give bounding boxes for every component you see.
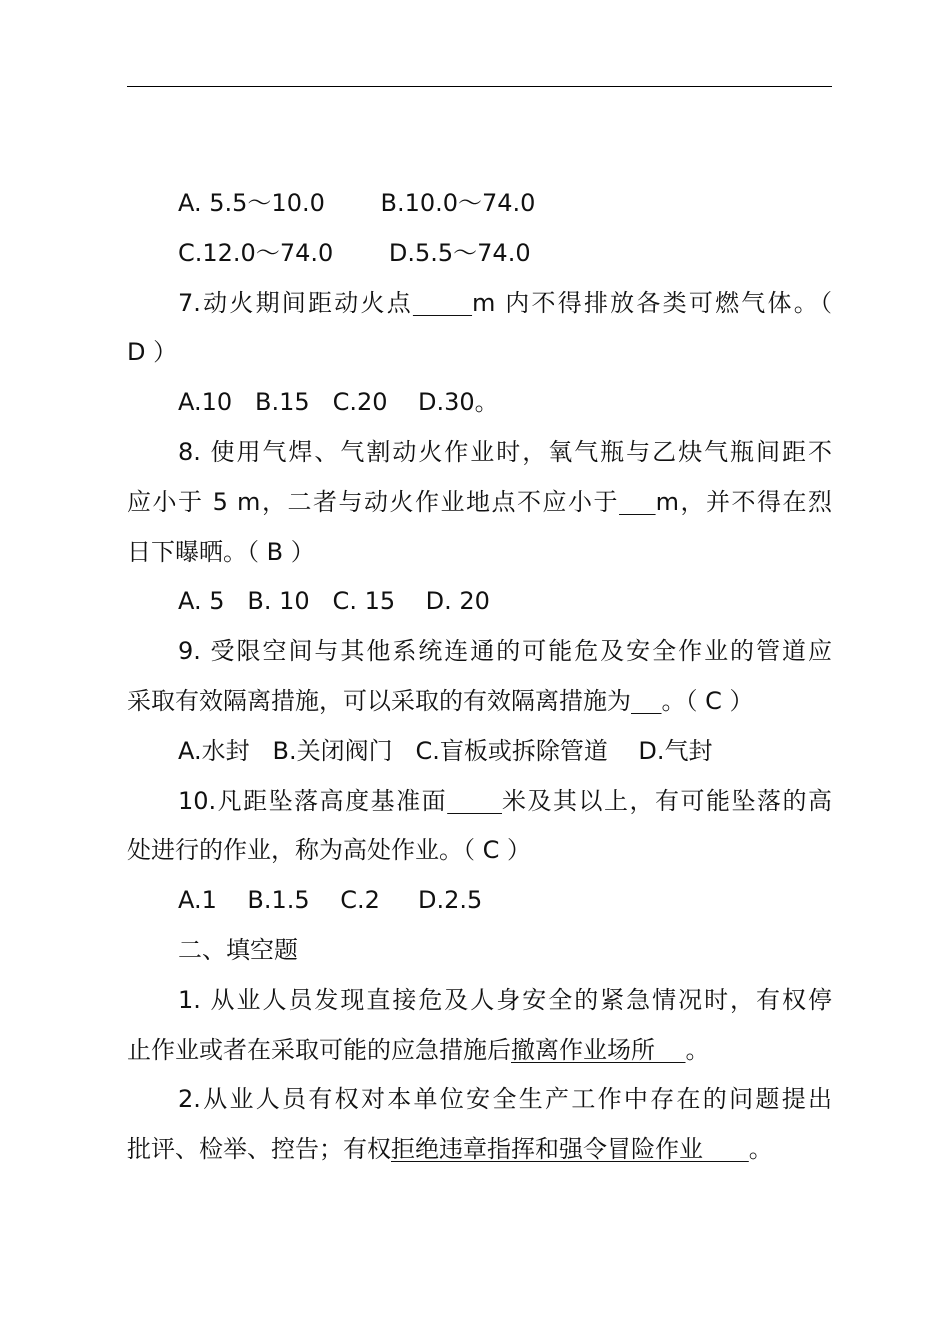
q9-line-1: 9. 受限空间与其他系统连通的可能危及安全作业的管道应 bbox=[178, 637, 832, 666]
fill1-line-2: 止作业或者在采取可能的应急措施后撤离作业场所 。 bbox=[127, 1035, 710, 1064]
q9-blank bbox=[631, 687, 662, 715]
q7-answer: D ） bbox=[127, 338, 178, 367]
q7-blank bbox=[413, 289, 472, 317]
fill2-line-2: 批评、检举、控告；有权拒绝违章指挥和强令冒险作业 。 bbox=[127, 1135, 773, 1164]
fill2-line-1: 2.从业人员有权对本单位安全生产工作中存在的问题提出 bbox=[178, 1085, 832, 1114]
q9-line-2: 采取有效隔离措施，可以采取的有效隔离措施为 。（ C ） bbox=[127, 686, 754, 715]
fill2-answer: 拒绝违章指挥和强令冒险作业 bbox=[391, 1135, 749, 1164]
q8-options: A. 5 B. 10 C. 15 D. 20 bbox=[178, 587, 490, 616]
q6-options-1: A. 5.5～10.0 B.10.0～74.0 bbox=[178, 189, 536, 217]
section-heading: 二、填空题 bbox=[178, 935, 298, 964]
q8-blank bbox=[619, 488, 656, 516]
q10-line-1: 10.凡距坠落高度基准面 米及其以上，有可能坠落的高 bbox=[178, 786, 833, 815]
q7-options: A.10 B.15 C.20 D.30。 bbox=[178, 388, 499, 417]
q10-options: A.1 B.1.5 C.2 D.2.5 bbox=[178, 886, 483, 915]
fill1-line-1: 1. 从业人员发现直接危及人身安全的紧急情况时，有权停 bbox=[178, 985, 832, 1014]
q9-options: A.水封 B.关闭阀门 C.盲板或拆除管道 D.气封 bbox=[178, 736, 713, 765]
q7-stem: 7.动火期间距动火点 m 内不得排放各类可燃气体。（ bbox=[178, 288, 832, 317]
q8-line-2: 应小于 5 m，二者与动火作业地点不应小于 m，并不得在烈 bbox=[127, 487, 832, 516]
document-body bbox=[127, 179, 832, 1175]
q10-line-2: 处进行的作业，称为高处作业。（ C ） bbox=[127, 836, 532, 865]
q10-blank bbox=[447, 787, 502, 815]
header-rule bbox=[127, 86, 832, 87]
q6-options-2: C.12.0～74.0 D.5.5～74.0 bbox=[178, 238, 531, 267]
q8-line-3: 日下曝晒。（ B ） bbox=[127, 537, 315, 566]
fill1-answer: 撤离作业场所 bbox=[511, 1035, 686, 1064]
q8-line-1: 8. 使用气焊、气割动火作业时，氧气瓶与乙炔气瓶间距不 bbox=[178, 437, 832, 466]
